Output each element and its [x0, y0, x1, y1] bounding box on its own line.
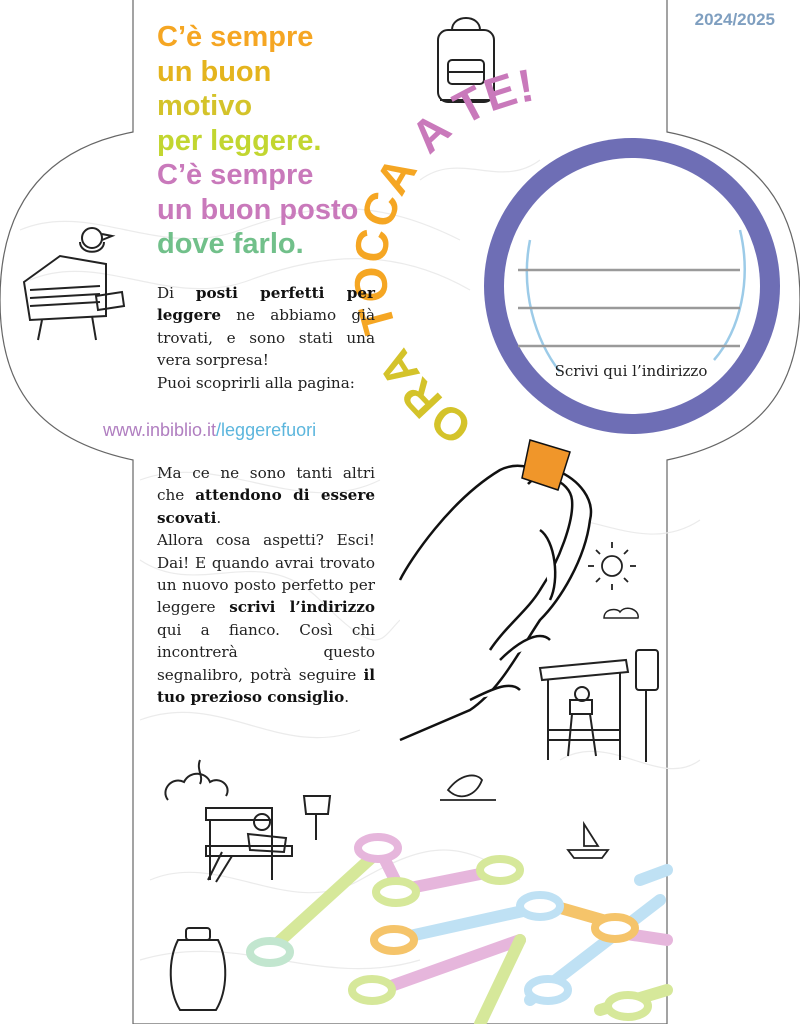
- body-bold: scrivi l’indirizzo: [229, 598, 375, 617]
- headline-line: C’è sempre: [157, 21, 314, 53]
- intro-text: Di: [157, 284, 196, 302]
- arc-word-tocca: TOCCA: [343, 148, 427, 340]
- website-link[interactable]: [103, 420, 316, 441]
- body-text: qui a fianco. Così chi incontrerà questo segnalibro, potrà seguire: [157, 620, 375, 684]
- body-text: .: [216, 508, 222, 527]
- address-hint: Scrivi qui l’indirizzo: [554, 362, 708, 380]
- headline-line: un buon posto: [157, 193, 359, 226]
- url-path: /leggerefuori: [216, 420, 317, 440]
- headline-line: dove farlo.: [157, 228, 304, 260]
- intro-pointer: Puoi scoprirli alla pagina:: [157, 373, 355, 392]
- main-paragraph: [157, 462, 375, 708]
- body-bold: il tuo prezioso consiglio: [157, 665, 375, 707]
- headline-line: per leggere.: [157, 124, 322, 157]
- body-text: Ma ce ne sono tanti altri che: [157, 464, 375, 505]
- intro-paragraph: [157, 282, 375, 394]
- url-domain: www.inbiblio.it: [103, 420, 217, 440]
- headline: [157, 20, 358, 262]
- body-bold: attendono di essere scovati: [157, 486, 375, 527]
- headline-line: C’è sempre: [157, 159, 314, 191]
- arc-word-ate: A TE!: [400, 58, 539, 163]
- body-text: Allora cosa aspetti? Esci! Dai! E quando avrai trovato un nuovo posto perfetto per leggere: [157, 531, 375, 617]
- headline-line: un buon: [157, 55, 272, 88]
- magnifying-glass-icon: [484, 138, 780, 434]
- intro-bold: posti perfetti per leggere: [157, 284, 375, 325]
- body-text: .: [344, 688, 350, 707]
- intro-text: ne abbiamo già trovati, e sono stati una vera sorpresa!: [157, 306, 375, 370]
- arc-word-ora: ORA: [368, 341, 481, 456]
- school-year: 2024/2025: [694, 10, 775, 29]
- headline-line: motivo: [157, 90, 253, 122]
